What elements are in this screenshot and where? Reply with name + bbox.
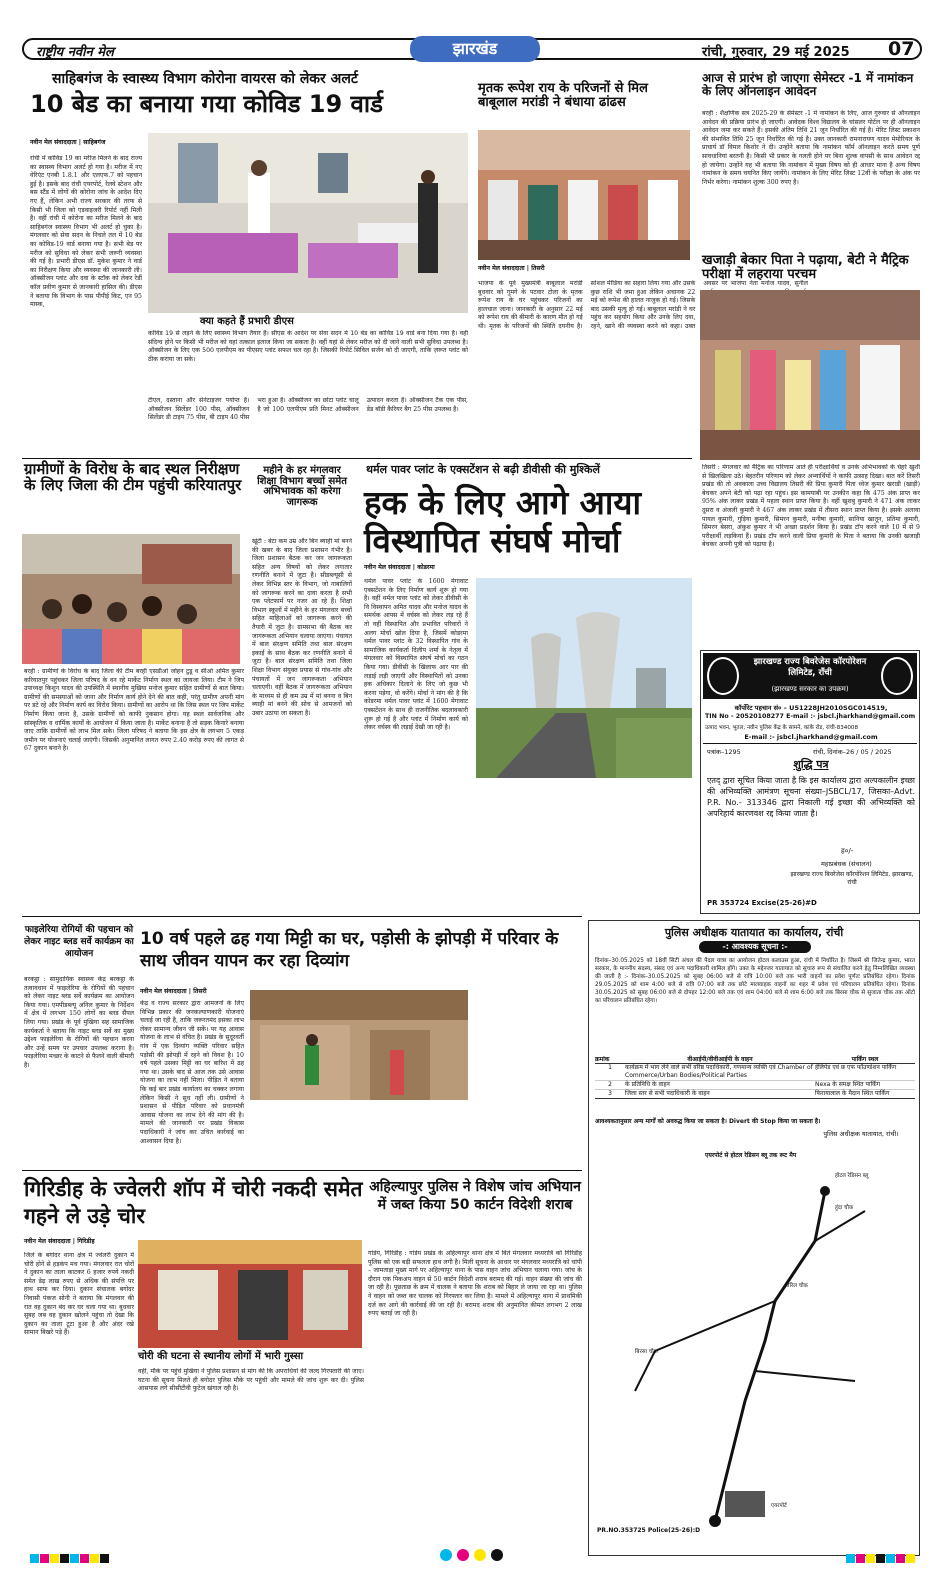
story8-headline: फाइलेरिया रोगियों की पहचान को लेकर नाइट ब्लड सर्वे कार्यक्रम का आयोजन (24, 925, 134, 959)
table-cell: जिला स्तर से सभी पदाधिकारी के वाहन (625, 1090, 710, 1097)
jsbcl-ref-no: पत्रांक–1295 (707, 748, 741, 756)
story2-headline: मृतक रूपेश राय के परिजनों से मिल बाबूलाल मरांडी ने बंधाया ढांढस (478, 81, 648, 110)
map-label: हुंदा चौक (835, 1205, 854, 1211)
swatch-magenta (896, 1554, 905, 1563)
swatch-magenta (856, 1554, 865, 1563)
story10-headline: गिरिडीह के ज्वेलरी शॉप में चोरी नकदी समेत गहने ले उड़े चोर (24, 1177, 363, 1228)
students-photo (700, 290, 920, 460)
page-number: 07 (888, 38, 915, 60)
jsbcl-tin: TIN No - 20520108277 E-mail :- jsbcl.jharkhand@gmail.com (705, 713, 916, 720)
story10-caption: चोरी की घटना से स्थानीय लोगों में भारी गुस्सा (138, 1351, 304, 1362)
swatch-black (60, 1554, 69, 1563)
story5-headline: ग्रामीणों के विरोध के बाद स्थल निरीक्षण के लिए जिला की टीम पहुंची करियातपुर (24, 460, 242, 494)
route-map (595, 1151, 915, 1541)
map-title: एयरपोर्ट से होटल रेडिसन ब्लू तक रूट मैप (705, 1152, 797, 1159)
swatch-magenta (80, 1554, 89, 1563)
jsbcl-pr: PR 353724 Excise(25-26)#D (707, 899, 817, 907)
crowd-photo (22, 534, 240, 664)
story1-subhead: क्या कहते हैं प्रभारी डीएस (200, 316, 294, 327)
swatch-yellow (866, 1554, 875, 1563)
story3-headline: आज से प्रारंभ हो जाएगा सेमेस्टर -1 में नामांकन के लिए ऑनलाइन आवेदन (702, 71, 914, 98)
story1-headline: 10 बेड का बनाया गया कोविड 19 वार्ड (30, 90, 383, 118)
story4-photo (700, 290, 920, 460)
swatch-yellow (906, 1554, 915, 1563)
story3-body: बरही : शैक्षणिक सत्र 2025-29 के सेमेस्टर -1 में नामांकन के लिए, आज गुरुवार से ऑनलाइन आवेदन की प्रक्रिया प्रारंभ हो जाएगी। आवेदक विश्व विद्यालय के चांसलर पोर्टल पर ही ऑनलाइन आवेदन जमा कर सकते हैं। इसकी अंतिम तिथि 21 जून निर्धारित की गई है। मेरिट लिस्ट प्रकाशन की संभावित तिथि 25 जून निर्धारित की गई है। उक्त जानकारी रामनारायण यादव मेमोरियल के प्राचार्य डॉ विमल किशोर ने दी। उन्होंने बताया कि नामांकन फॉर्म ऑनलाइन करते समय पूर्ण सावधानियां बरतनी है। किसी भी प्रकार के गलती होने पर बिना शुल्क वापसी के साथ आवेदन रद्द हो जायेगा। उन्होंने यह भी बताया कि नामांकन में मुख्य विषय को ही आधार माना है अन्य विषय नामांकन के समय चयनित किए जायेंगे। नामांकन के लिए मेरिट लिस्ट 12वीं के परीक्षा के अंक पर निर्भर करेगा। नामांकन शुल्क 300 रुपए है। (702, 110, 920, 186)
col-parking: पार्किंग स्थल (851, 1056, 879, 1063)
story2-body: भाजपा के पूर्व मुख्यमंत्री बाबूलाल मरांडी बुधवार को गुमगे के पटवार टोला के मृतक रूपेश राय के घर पहुंचकर परिजनों का हालचाल जाना। जानकारी के अनुसार 22 मई को रूपेश राय की बीमारी के कारण मौत हो गई थी। मृतक के परिजनों की स्थिति दयनीय है। सोशल मीडिया का सहारा लिया गया और उसके कुछ राशि भी जमा हुआ लेकिन अचानक 22 मई को रूपेश की हालत नाजुक हो गई। जिसके बाद उसकी मृत्यु हो गई। बाबूलाल मरांडी ने घर पहुंच कर सहयोग किया और उनके लिए दवा, रहने, खाने की व्यवस्था करने को कहा। उक्त अवसर पर भाजपा नेता मनोज यादव, सुनील (478, 280, 808, 330)
swatch-yellow (90, 1554, 99, 1563)
jsbcl-sign1: ह०/- (841, 847, 854, 855)
story1-photo (148, 133, 468, 313)
map-label: होटल रेडिसन ब्लू (835, 1173, 869, 1179)
map-label: बिरसा चौक (635, 1349, 658, 1355)
story7-headline: हक के लिए आगे आया विस्थापित संघर्ष मोर्चा (364, 483, 642, 560)
jsbcl-ref-date: रांची, दिनांक–26 / 05 / 2025 (813, 748, 892, 756)
jsbcl-header (703, 653, 917, 699)
story4-body: तिसरी : मंगलवार को मैट्रिक का परिणाम आते ही परीक्षार्थियों व उनके अभिभावकों के चेहरे खुशी से खिलखिला उठे। बेहतरीन परिणाम को लेकर अभ्यार्थियों ने काफी उत्साह दिखा। बात करें तिसरी प्रखंड की तो अवकाला उच्च विद्यालय तिसरी की प्रिया कुमारी पिता ध्वेज कुमार खराडी (खाड़ी) बेचकर अपने बेटी को पढ़ा रहा पहुंच। इस कामयाबी पर उनकीन कहा कि 475 अंक प्राप्त कर 95% अंक लाकर प्रखंड में पहला स्थान प्राप्त किया है। वहीं खुशबु कुमारी ने 471 अंक लाकर दूसरा व अंजली कुमारी ने 467 अंक लाकर प्रखंड में तीसरा स्थान प्राप्त किया है। इसके अलावा पायल कुमारी, गुड़िया कुमारी, सिमरन कुमारी, मनीषा कुमारी, सानिया खातून, प्रतिमा कुमारी, सिमरन बेसरा, अंकुश कुमार ने भी अच्छा प्रदर्शन किया है। प्रखंड टॉप करने वाले 10 में से 9 परीक्षार्थी लड़कियां हैं। प्रखंड टॉप करने वाली प्रिया कुमारी के पिता ने बताया कि उनकी खजाड़ी बेचकर अपनी पुत्री को पढ़ाया है। (702, 464, 920, 549)
story9-byline: नवीन मेल संवाददाता | तिसरी (140, 988, 207, 995)
reg-dot-magenta (457, 1549, 469, 1561)
jsbcl-seal-icon (881, 657, 913, 695)
dateline: रांची, गुरुवार, 29 मई 2025 (702, 45, 850, 60)
swatch-yellow (50, 1554, 59, 1563)
police-body: दिनांक–30.05.2025 को 18वीं सिटी अंचल की पैदल यात्रा का आयोजन होटल कलाउस हुआ, रांची में निर्धारित है। जिसमें श्री जितेन्द्र कुमार, भारत सरकार, के माननीय सदस्य, संसद एवं अन्य पदाधिकारी शामिल होंगे। उक्त के मद्देनजर यातायात को सुचारु रूप से संचालित करने हेतु निम्नलिखित व्यवस्था की जाती है :- दिनांक–30.05.2025 को सुबह 06:00 बजे से रात्रि 10:00 बजे तक भारी वाहनों का प्रवेश पूर्णतः प्रतिबंधित रहेगा। दिनांक 29.05.2025 को शाम 4:00 बजे से रात्रि 07:00 बजे तक छोटे मालवाहक वाहनों का शहर में प्रवेश एवं परिचालन प्रतिबंधित रहेगा। दिनांक 30.05.2025 को सुबह 06:00 बजे से दोपहर 12:00 बजे तक एवं शाम 04:00 बजे से शाम 6:00 बजे तक बिरसा चौक से सुजाता चौक तक ऑटो का परिचालन प्रतिबंधित रहेगा। (595, 958, 915, 1004)
meeting-photo (478, 130, 690, 260)
table-row (595, 1064, 915, 1081)
route-map-graphic (595, 1151, 915, 1541)
hospital-ward-photo (148, 133, 468, 313)
police-table-head (595, 1055, 915, 1064)
registration-marks (440, 1546, 503, 1565)
table-cell: के प्रतिनिधि के वाहन (625, 1081, 670, 1088)
table-cell: Nexa के समक्ष स्थित पार्किंग (815, 1081, 881, 1088)
mud-house-photo (250, 990, 468, 1100)
police-signature: पुलिस अधीक्षक यातायात, रांची। (823, 1130, 899, 1138)
police-footer-note: आवश्यकतानुसार अन्य मार्गों को अवरुद्ध किया जा सकता है। Divert की Stop किया जा सकता है। (595, 1118, 821, 1125)
masthead (22, 34, 922, 64)
divider-3 (22, 1170, 582, 1171)
story6-headline: महीने के हर मंगलवार शिक्षा विभाग बच्चों समेत अभिभावक को करेगा जागरूक (257, 465, 347, 508)
story9-body-right (250, 1104, 580, 1166)
swatch-cyan (70, 1554, 79, 1563)
jsbcl-org-sub: (झारखण्ड सरकार का उपक्रम) (771, 685, 849, 693)
story11-body: गांडेय, गिरिडीह : गांडेय प्रखंड के अहिल्यापुर थाना क्षेत्र में बिते मंगलवार मध्यरात्रि को गिरिडीह पुलिस को एक बड़ी सफलता हाथ लगी है। मिली सूचना के आधार पर मंगलवार मध्यरात्रि को चांपी – जामताड़ा मुख्य मार्ग पर अहिल्यापुर थाना के पास वाहन जांच अभियान चलाया गया। जांच के दौरान एक पिकअप वाहन से 50 कार्टन विदेशी शराब बरामद की गई। वाहन संख्या की जांच की जा रही है। पूछताछ के क्रम में चालक ने बताया कि शराब को बिहार ले जाया जा रहा था। पुलिस ने वाहन को जब्त कर चालक को गिरफ्तार कर लिया है। मामले में अहिल्यापुर थाना में प्राथमिकी दर्ज कर आगे की कार्रवाई की जा रही है। बरामद शराब की अनुमानित कीमत लगभग 2 लाख रुपए बताई जा रही है। (368, 1250, 582, 1318)
police-title (699, 941, 811, 953)
story10-body: जिले के बगोदर थाना क्षेत्र में ज्वेलरी दुकान में चोरी होने से हड़कंप मच गया। मंगलवार रात चोरों ने दुकान का ताला काटकर 6 हजार रुपये नकदी समेत डेढ़ लाख रुपए से अधिक की संपत्ति पर हाथ साफ कर दिया। दुकान संचालक बगोदर निवासी पंकज सोनी ने बताया कि मंगलवार की रात वह दुकान बंद कर घर चला गया था। बुधवार सुबह जब वह दुकान खोलने पहुंचा तो देखा कि दुकान का ताला टूटा हुआ है और अंदर रखे सामान बिखरे पड़े हैं। (24, 1252, 134, 1337)
story9-photo (250, 990, 468, 1100)
jsbcl-title: शुद्धि पत्र (793, 758, 829, 771)
jsbcl-email: E-mail :- jsbcl.jharkhand@gmail.com (744, 733, 878, 741)
table-cell: 1 (608, 1064, 612, 1071)
story7-kicker: थर्मल पावर प्लांट के एक्सटेंशन से बढ़ी डीवीसी की मुश्किलें (366, 463, 600, 476)
police-table (595, 1055, 915, 1099)
table-cell: कार्यक्रम में भाग लेने वाले सभी वरिष्ठ पदाधिकारी, गणमान्य व्यक्ति एवं Chamber of Commerce/Urban Bodies/Political Parties (625, 1064, 813, 1079)
table-row (595, 1081, 915, 1090)
police-pr: PR.NO.353725 Police(25-26):D (597, 1527, 701, 1534)
story2-photo-left (478, 130, 690, 260)
jewellery-shop-photo (138, 1240, 362, 1348)
story4-headline: खजाड़ी बेकार पिता ने पढ़ाया, बेटी ने मैट्रिक परीक्षा में लहराया परचम (702, 253, 909, 282)
jsbcl-logo-icon (707, 657, 739, 695)
swatch-black (100, 1554, 109, 1563)
story1-body2: टीएल, दस्ताना और सेनेटाइजर पर्याप्त है। ऑक्सीजन सिलेंडर 100 पीस, ऑक्सीजन सिलेंडर डी टाइप 75 पीस, बी टाइप 40 पीस भरा हुआ है। ऑक्सीजन का छोटा प्लांट चालू है जो 100 एलपीएम प्रति मिनट ऑक्सीजन उत्पादन करता है। ऑक्सीजन टैंक एक पीस, डेड बॉडी कैरियर बैग 25 पीस उपलब्ध है। (148, 397, 468, 422)
story9-headline: 10 वर्ष पहले ढह गया मिट्टी का घर, पड़ोसी के झोपड़ी में परिवार के साथ जीवन यापन कर रहा दिव्यांग (140, 929, 559, 971)
story1-quote: कोविड 19 से लड़ने के लिए स्वास्थ्य विभाग तैयार है। सीएस के आदेश पर सेवा सदन में 10 बेड का कोविड 19 वार्ड बना दिया गया है। वहीं संदिग्ध होने पर किसी भी मरीज को वहां तत्काल इलाज किया जा सकता है। वहीं यहां से लेकर मरीज को दी जाने वाली सभी सुविधा उपलब्ध है। ऑक्सीजन के लिए एक 500 एलपीएम का पीएसए प्लांट सफल चल रहा है। जिसकी रिपोर्ट सिविल सर्जन को दी जाएगी, ताकि ज़रूत प्लांट को ठीक कराया जा सके। (148, 330, 468, 363)
jsbcl-body: एतद् द्वारा सूचित किया जाता है कि इस कार्यालय द्वारा अल्पकालीन इच्छा की अभिव्यक्ति आमंत्रण सूचना संख्या–JSBCL/17, जिसका–Advt. P.R. No.- 313346 द्वारा निकाली गई इच्छा की अभिव्यक्ति को अपरिहार्य कारणवश रद्द किया जाता है। (707, 776, 915, 818)
col-vehicles: वीआईपी/वीवीआईपी के वाहन (687, 1056, 753, 1063)
map-label: एयरपोर्ट (771, 1503, 787, 1509)
table-cell: फिरायालाल के मैदान स्थित पार्किंग (815, 1090, 890, 1097)
reg-dot-cyan (440, 1549, 452, 1561)
police-office: पुलिस अधीक्षक यातायात का कार्यालय, रांची (664, 926, 844, 939)
section-label: झारखंड (452, 39, 498, 58)
swatch-cyan (886, 1554, 895, 1563)
story10-photo (138, 1240, 362, 1348)
table-cell: 2 (608, 1081, 612, 1088)
power-plant-photo (476, 578, 692, 778)
table-row (595, 1090, 915, 1099)
color-bar-left (30, 1548, 110, 1567)
story2-byline: नवीन मेल संवाददाता | तिसरी (478, 265, 545, 272)
police-title-text: -: आवश्यक सूचना :- (722, 942, 788, 951)
jsbcl-address: उत्पाद भवन, भूतल, नवीन पुलिस केंद्र के सामने, कांके रोड, रांची-834008 (705, 725, 859, 731)
paper-name: राष्ट्रीय नवीन मेल (36, 45, 114, 60)
jsbcl-rule (703, 743, 917, 744)
story10-byline: नवीन मेल संवाददाता | गिरिडीह (24, 1238, 95, 1245)
swatch-cyan (30, 1554, 39, 1563)
story1-body: रांची में कोविड 19 का मरीज मिलने के बाद राज्य का स्वास्थ्य विभाग अलर्ट हो गया है। मरीज में नए वेरिएंट एनबी 1.8.1 और एलएफ.7 को पहचान हुई है। इसके बाद रांची एयरपोर्ट, रेलवे स्टेशन और बस स्टैंड में लोगों की कोरोना जांच के आदेश दिए गए हैं, लेकिन अभी राज्य सरकार की तरफ से किसी भी जिला को एडवाइजरी रिपोर्ट नहीं मिली है। वहीं रांची में कोरोना का मरीज मिलने के बाद साहिबगंज स्वास्थ्य विभाग भी अलर्ट हो चुका है। मंगलवार को सेवा सदन के निचले तल में 10 बेड का कोविड-19 वार्ड बनाया गया है। सभी बेड पर मरीज को सुविधा को लेकर सभी जरूरी व्यवस्था की गई है। प्रभारी डीएस डॉ. मुकेश कुमार ने वार्ड का निरीक्षण किया और व्यवस्था की जानकारी ली। ऑक्सीजन प्लांट और दवा के स्टॉक को लेकर रेडीं कॉल प्रवीण कुमार से जानकारी हासिल की। डीएस ने बताया कि विभाग के पास पीपीई किट, एन 95 मास्क, (30, 155, 142, 309)
story10-caption-body: वहीं, मौके पर पहुंचे मुखिया ने पुलिस प्रशासन से मांग की कि अपराधियों की जल्द गिरफ्तारी की जाए। घटना की सूचना मिलते ही बगोदर पुलिस मौके पर पहुंची और मामले की जांच शुरू कर दी। पुलिस आसपास लगे सीसीटीवी फुटेज खंगाल रही है। (138, 1368, 364, 1393)
jsbcl-org: झारखण्ड राज्य बिवरेजेस कॉरपोरेशन लिमिटेड, राँची (753, 657, 867, 678)
table-cell: हेलिपेड एवं छ एफ फॉउण्डेशन पार्किंग (815, 1064, 897, 1071)
jsbcl-sign3: झारखण्ड राज्य बिवरेजेस कॉरपोरेशन लिमिटेड, झारखण्ड, रांची (790, 871, 914, 886)
story5-photo (22, 534, 240, 664)
section-tab (410, 36, 540, 62)
divider-1 (22, 458, 692, 459)
jsbcl-notice (700, 650, 920, 914)
swatch-cyan (846, 1554, 855, 1563)
story7-photo (476, 578, 692, 778)
table-cell: 3 (608, 1090, 612, 1097)
reg-dot-yellow (474, 1549, 486, 1561)
story6-body: खूंटी : बेटा कम उम्र और बिन ब्याही मां बनने की खबर के बाद जिला प्रशासन गंभीर है। जिला प्रशासन बैठक कर जन जागरूकता सहित अन्य विषयों को लेकर लगातार रणनीति बनाने में जुटा है। सीडब्ल्यूसी से लेकर विभिन्न स्तर के विभाग, जो नाबालिगों को जागरूक करने का दावा करता है सभी एक प्लेटफार्म पर नजर आ रहे हैं। शिक्षा विभाग स्कूलों में महीने के हर मंगलवार बच्चों सहित माहिलाओं को जागरूक करने की तैयारी में जुटा है। ग्रामसभा की बैठक कर जागरूकता अभियान चलाया जाएगा। पंचायत में बाल संरक्षण समिति तथा बाल संरक्षण इकाई के साथ बैठक कर रणनीति बनाने में जुटा है। बाल संरक्षण समिति तथा जिला शिक्षा विभाग संयुक्त प्रयास से गांव-गांव और पंचायतों में जन जागरूकता अभियान चलाएगी। वहीं बैठक में जागरूकता अभियान के माध्यम से ही कम उम्र में मां बनना व बिन ब्याही मां बनने की सोच से आमजनों को उबार उठाया जा सकता है। (252, 538, 352, 717)
police-notice (588, 920, 920, 1556)
story1-kicker: साहिबगंज के स्वास्थ्य विभाग कोरोना वायरस को लेकर अलर्ट (52, 71, 358, 87)
jsbcl-cin: कॉर्पोरेट पहचान सं० – U51228JH2010SGC014519, (734, 704, 888, 712)
story11-headline: अहिल्यापुर पुलिस ने विशेष जांच अभियान में जब्त किया 50 कार्टन विदेशी शराब (369, 1179, 581, 1213)
jsbcl-sign2: महाप्रबंधक (संचालन) (821, 860, 872, 868)
map-label: तिरिल चौक (785, 1283, 808, 1289)
col-serial: क्रमांक (595, 1056, 610, 1063)
paper-logo (36, 42, 114, 60)
story7-byline: नवीन मेल संवाददाता | कोडरमा (364, 564, 435, 571)
divider-2 (22, 916, 582, 917)
story9-body: केंद्र व राज्य सरकार द्वारा आमजनों के लिए विभिन्न प्रकार की जनकल्याणकारी योजनाएं चलाई जा रही है, ताकि जरूरतमंद इसका लाभ लेकर सामान्य जीवन जी सकें। पर यह आवास योजना के लाभ से वंचित है। प्रखंड के सुदूरवर्ती गांव में एक दिव्यांग व्यक्ति परिवार सहित पड़ोसी की झोपड़ी में रहने को विवश है। 10 वर्ष पहले उसका मिट्टी का घर बारिश में ढह गया था। उसके बाद से आज तक उसे आवास योजना का लाभ नहीं मिला। पीड़ित ने बताया कि कई बार प्रखंड कार्यालय का चक्कर लगाया लेकिन किसी ने सुध नहीं ली। ग्रामीणों ने प्रशासन से पीड़ित परिवार को प्रधानमंत्री आवास योजना का लाभ देने की मांग की है। मामले की जानकारी पर प्रखंड विकास पदाधिकारी ने जांच कर उचित कार्रवाई का आश्वासन दिया है। (140, 1000, 244, 1145)
reg-dot-black (491, 1549, 503, 1561)
swatch-magenta (40, 1554, 49, 1563)
story1-byline: नवीन मेल संवाददाता | साहिबगंज (30, 139, 106, 146)
story5-body: बरही : ग्रामीणों के विरोध के बाद जिला की टीम बरही एसडीओ जोहन टुडू व सीओ अमित कुमार करियातपुर पहुंचकर जिला परिषद के वन रहे मार्केट निर्माण स्थल का जायजा लिया। टीम ने जिप उपाध्यक्ष किशुन यादव की उपस्थिति में स्थानीय मुखिया मनोज कुमार सहित ग्रामीणों से बात किया। ग्रामीणों की समस्याओं को जाना और निर्माण कार्य होने देने की बात कही, परंतु ग्रामीण अपनी मांग पर डटे रहे और निर्माण कार्य का विरोध किया। ग्रामीणों का आरोप था कि जिस स्थल पर जिप मार्केट निर्माण किया जाना है, उसके ग्रामीणों को काफी नुकसान होगा। यह स्थल सार्वजनिक और सांस्कृतिक व धार्मिक कार्यों के आयोजन में किया जाता है। मार्केट बनाना है तो सड़क किनारे बनाया जाए ताकि ग्रामीणों को लाभ मिल सके। जिला परिषद ने बताया कि इस क्षेत्र के लगभग 5 एकड़ जमीन पर योजनाएं चलाई जाएंगी। जिसकी अनुमानित लागत रुपए 2.40 करोड़ रुपए की लागत से 67 दुकान बनाने है। (24, 668, 244, 753)
story8-body: बरकट्ठा : सामुदायिक स्वास्थ्य केंद्र बरकट्ठा के तत्वावधान में फाइलेरिया के रोगियों की पहचान को लेकर नाइट ब्लड सर्वे कार्यक्रम का आयोजन किया गया। एमपीडब्ल्यू अनिल कुमार के निर्देशन में क्षेत्र में लगभग 150 लोगों का ब्लड सैंपल लिया गया। प्रखंड के पूर्व मुखिया सह सामाजिक कार्यकर्ता ने बताया कि नाइट ब्लड सर्वे का मुख्य उद्देश्य फाइलेरिया के रोगियों की पहचान करना और उन्हें समय पर उपचार उपलब्ध कराना है। फाइलेरिया मच्छर के काटने से फैलने वाली बीमारी है। (24, 976, 134, 1069)
story7-body: थर्मल पावर प्लांट के 1600 मेगावाट एक्सटेंशन के लिए निर्माण कार्य शुरू हो गया है। वहीं थर्मल पावर प्लांट को लेकर डीवीसी के वि विस्थापन अमित यादव और मनोज यादव के समर्थक आपस में वर्चस्व को लेकर लड़ रहे हैं तो वहीं विस्थापित और प्रभावित परिवारों ने अलग मोर्चा खोल दिया है, जिसमें कोडरमा थर्मल पावर प्लांट के 32 विस्थापित गांव के सामाजिक कार्यकर्ता दिलीप शर्मा के नेतृत्व में मंगलवार को विस्थापित संघर्ष मोर्चा का गठन किया गया। डीवीसी के खिलाफ आर पार की लड़ाई लड़ी जाएगी और विस्थापितों को उनका हक अधिकार दिलाने के लिए जो कुछ भी करना पड़ेगा, वो करेंगे। मोर्चा ने मांग की है कि कोडरमा थर्मल पावर प्लांट में 1600 मेगावाट एक्सटेंशन के साथ ही राजनीतिक बदलावकारी शुरू हो गई है और प्लांट में निर्माण कार्य को लेकर वर्चस्व की लड़ाई देखी जा रही है। (364, 578, 468, 732)
swatch-black (876, 1554, 885, 1563)
color-bar-right (846, 1548, 916, 1567)
